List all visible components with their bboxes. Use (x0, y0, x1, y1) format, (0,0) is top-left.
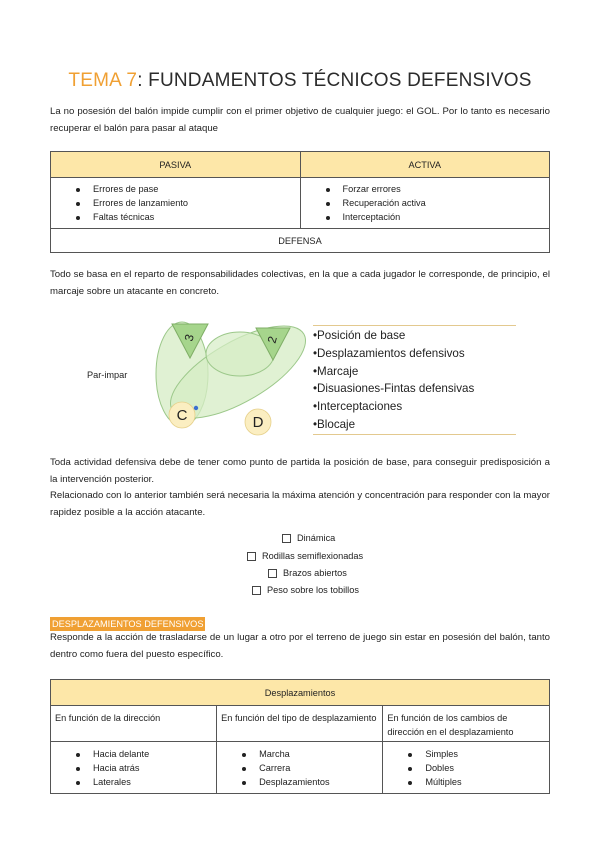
checkbox-icon[interactable] (268, 569, 277, 578)
changes-list (384, 748, 548, 789)
activa-list (302, 183, 549, 224)
list-item: Dobles (384, 762, 548, 776)
attacker-c-label: C (176, 406, 188, 424)
list-item: Recuperación activa (302, 197, 549, 211)
list-item: Carrera (218, 762, 381, 776)
checklist-item[interactable] (282, 533, 335, 543)
list-item: Interceptación (302, 211, 549, 225)
base-paragraph-1: Toda actividad defensiva debe de tener como punto de partida la posición de base, para conseguir predisposición a la intervención posterior. (50, 457, 550, 485)
type-cell (217, 742, 383, 794)
moves-table (50, 679, 550, 794)
title-accent: TEMA 7 (68, 70, 138, 91)
list-item: •Disuasiones-Fintas defensivas (313, 382, 475, 396)
list-item: •Posición de base (313, 329, 406, 342)
list-item: Errores de lanzamiento (52, 197, 299, 211)
intro-paragraph: La no posesión del balón impide cumplir con el primer objetivo de cualquier juego: el GOL. Por lo tanto es necesario recuperar el balón para pasar al ataque (50, 106, 550, 134)
checklist-label: Brazos abiertos (283, 568, 347, 578)
moves-header: Desplazamientos (51, 680, 550, 706)
defensa-footer: DEFENSA (51, 229, 550, 253)
list-item: Múltiples (384, 776, 548, 790)
section-heading: DESPLAZAMIENTOS DEFENSIVOS (52, 619, 204, 629)
checkbox-icon[interactable] (247, 552, 256, 561)
activa-cell (300, 178, 550, 229)
player-3-label: 3 (181, 332, 197, 343)
pasiva-cell (51, 178, 301, 229)
checklist-item[interactable] (268, 568, 347, 578)
reparto-paragraph: Todo se basa en el reparto de responsabilidades colectivas, en la que a cada jugador le corresponde, de principio, el marcaje sobre un atacante en concreto. (50, 269, 550, 297)
list-item: •Marcaje (313, 364, 359, 378)
base-paragraph-2: Relacionado con lo anterior también será necesaria la máxima atención y concentración para responder con la mayor rapidez posible a la acción atacante. (50, 490, 550, 518)
list-item: Hacia atrás (52, 762, 215, 776)
pasiva-header: PASIVA (51, 152, 301, 178)
list-item: •Desplazamientos defensivos (313, 346, 465, 360)
ball-icon (194, 406, 198, 410)
checklist-label: Peso sobre los tobillos (267, 585, 359, 595)
checklist-item[interactable] (247, 551, 363, 561)
list-item: Laterales (52, 776, 215, 790)
changes-cell (383, 742, 550, 794)
direction-cell (51, 742, 217, 794)
diagram-list-top-rule (313, 325, 516, 326)
diagram-list-bottom-rule (313, 434, 516, 435)
checkbox-icon[interactable] (282, 534, 291, 543)
direction-header: En función de la dirección (51, 706, 217, 742)
list-item: Errores de pase (52, 183, 299, 197)
checklist-item[interactable] (252, 585, 359, 595)
list-item: Faltas técnicas (52, 211, 299, 225)
page-title (0, 70, 600, 92)
list-item: •Blocaje (313, 417, 356, 431)
title-rest: : FUNDAMENTOS TÉCNICOS DEFENSIVOS (137, 70, 532, 91)
section-paragraph: Responde a la acción de trasladarse de un lugar a otro por el terreno de juego sin estar en posesión del balón, tanto dentro como fuera del puesto específico. (50, 632, 550, 660)
list-item: Forzar errores (302, 183, 549, 197)
list-item: •Interceptaciones (313, 400, 403, 414)
changes-header: En función de los cambios de dirección en el desplazamiento (383, 706, 550, 742)
checkbox-icon[interactable] (252, 586, 261, 595)
list-item: Marcha (218, 748, 381, 762)
diagram-list (313, 327, 474, 434)
type-list (218, 748, 381, 789)
checklist-label: Dinámica (297, 533, 336, 543)
defense-table (50, 151, 550, 253)
list-item: Simples (384, 748, 548, 762)
attacker-d-label: D (252, 413, 264, 431)
checklist-label: Rodillas semiflexionadas (262, 551, 364, 561)
pasiva-list (52, 183, 299, 224)
player-2-label: 2 (264, 334, 280, 345)
activa-header: ACTIVA (300, 152, 550, 178)
type-header: En función del tipo de desplazamiento (217, 706, 383, 742)
defense-diagram (150, 318, 310, 438)
list-item: Desplazamientos (218, 776, 381, 790)
diagram-label: Par-impar (87, 370, 128, 380)
list-item: Hacia delante (52, 748, 215, 762)
direction-list (52, 748, 215, 789)
